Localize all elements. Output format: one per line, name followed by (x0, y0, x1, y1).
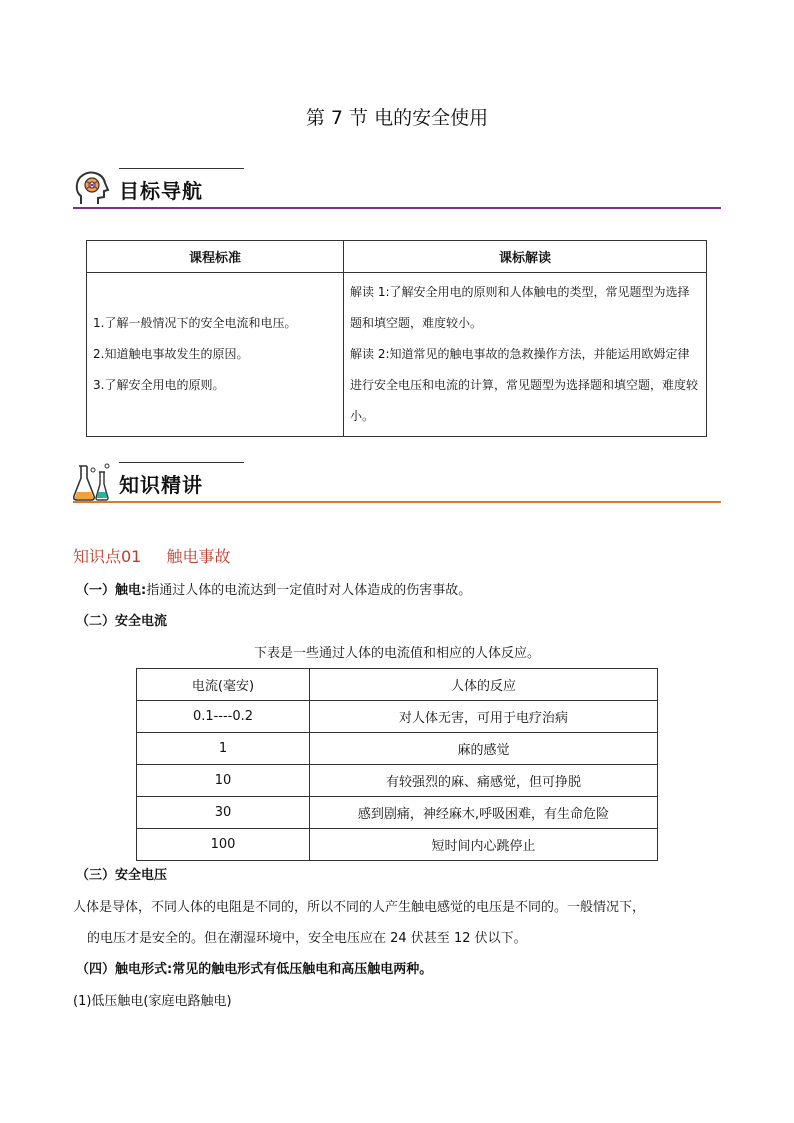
goals-interpretations-cell (344, 273, 707, 437)
current-value: 0.1----0.2 (137, 701, 310, 733)
part-heading: （二）安全电流 (76, 614, 168, 629)
current-value: 1 (137, 733, 310, 765)
reaction-value: 麻的感觉 (310, 733, 658, 765)
reaction-header: 人体的反应 (310, 669, 658, 701)
table-row (137, 733, 658, 765)
standard-item: 3.了解安全用电的原则。 (93, 378, 225, 392)
part-text: 指通过人体的电流达到一定值时对人体造成的伤害事故。 (146, 583, 472, 598)
goals-header-interpretation: 课标解读 (344, 241, 707, 273)
section-header-goals (73, 168, 721, 208)
current-header: 电流(毫安) (137, 669, 310, 701)
paragraph-safe-voltage-2: 的电压才是安全的。但在潮湿环境中，安全电压应在 24 伏甚至 12 伏以下。 (87, 931, 527, 946)
table-row (137, 765, 658, 797)
reaction-value: 对人体无害，可用于电疗治病 (310, 701, 658, 733)
section-divider (73, 207, 721, 209)
knowledge-point-name: 触电事故 (166, 547, 231, 566)
paragraph-low-voltage: (1)低压触电(家庭电路触电) (73, 994, 232, 1009)
page-title: 第 7 节 电的安全使用 (305, 107, 489, 129)
flask-icon (73, 462, 111, 502)
section-title-knowledge: 知识精讲 (119, 473, 203, 497)
goals-header-standard: 课程标准 (87, 241, 344, 273)
interpretation-item: 解读 1:了解安全用电的原则和人体触电的类型，常见题型为选择题和填空题，难度较小。 (350, 285, 690, 330)
part-heading: （三）安全电压 (76, 868, 168, 883)
paragraph-safe-voltage-1: 人体是导体，不同人体的电阻是不同的，所以不同的人产生触电感觉的电压是不同的。一般情况下， (73, 900, 646, 915)
table-row (137, 797, 658, 829)
section-header-knowledge (73, 462, 721, 502)
interpretation-item: 解读 2:知道常见的触电事故的急救操作方法，并能运用欧姆定律进行安全电压和电流的计算，常见题型为选择题和填空题，难度较小。 (350, 347, 699, 423)
current-table (136, 668, 658, 861)
current-value: 10 (137, 765, 310, 797)
standard-item: 1.了解一般情况下的安全电流和电压。 (93, 316, 297, 330)
section-divider (73, 501, 721, 503)
section-title-goals: 目标导航 (119, 179, 203, 203)
knowledge-point-title (73, 544, 230, 567)
table-row (137, 829, 658, 861)
goals-standards-cell (87, 273, 344, 437)
reaction-value: 感到剧痛，神经麻木,呼吸困难，有生命危险 (310, 797, 658, 829)
goals-table (86, 240, 707, 437)
standard-item: 2.知道触电事故发生的原因。 (93, 347, 249, 361)
reaction-value: 短时间内心跳停止 (310, 829, 658, 861)
part-heading: （四）触电形式:常见的触电形式有低压触电和高压触电两种。 (76, 962, 433, 977)
paragraph-electric-shock (76, 581, 471, 601)
reaction-value: 有较强烈的麻、痛感觉，但可挣脱 (310, 765, 658, 797)
current-value: 100 (137, 829, 310, 861)
table-caption: 下表是一些通过人体的电流值和相应的人体反应。 (253, 646, 540, 661)
current-value: 30 (137, 797, 310, 829)
knowledge-point-number: 知识点01 (73, 547, 142, 566)
table-row (137, 701, 658, 733)
part-heading: （一）触电: (76, 583, 147, 598)
head-gear-icon (73, 168, 111, 208)
